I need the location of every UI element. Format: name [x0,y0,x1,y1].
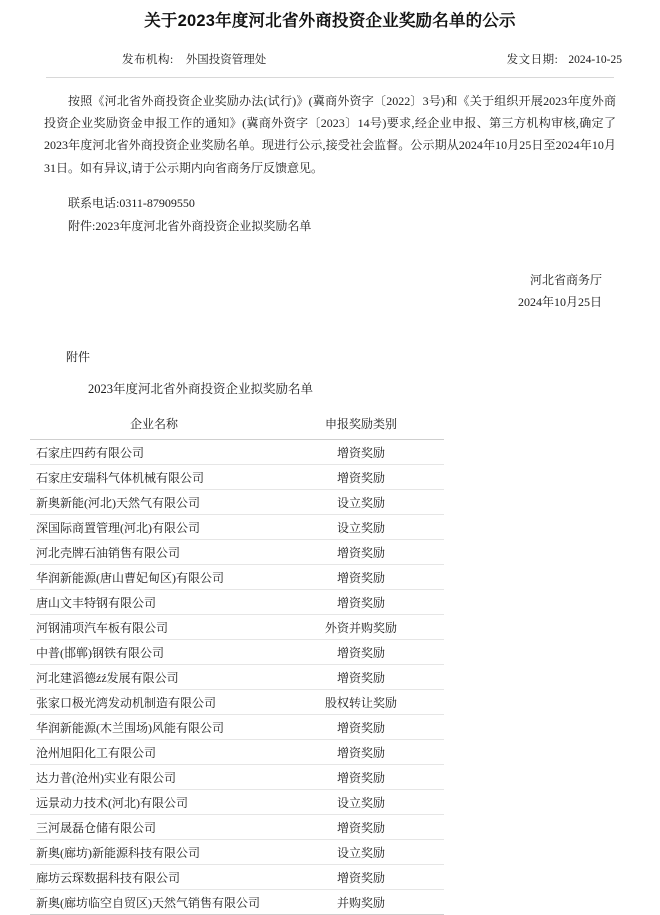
cell-award-category: 增资奖励 [278,565,444,590]
cell-company-name: 张家口极光湾发动机制造有限公司 [30,690,278,715]
table-row [30,540,444,565]
issuer-field [122,51,266,67]
cell-award-category: 设立奖励 [278,490,444,515]
cell-award-category: 增资奖励 [278,665,444,690]
header-divider [46,77,614,78]
table-row [30,790,444,815]
page-title: 关于2023年度河北省外商投资企业奖励名单的公示 [144,12,516,30]
table-row [30,465,444,490]
table-row [30,490,444,515]
signature-department: 河北省商务厅 [529,272,602,287]
table-row [30,665,444,690]
cell-company-name: 石家庄四药有限公司 [30,440,278,465]
signature-date: 2024年10月25日 [517,295,602,310]
table-row [30,440,444,465]
cell-company-name: 三河晟磊仓储有限公司 [30,815,278,840]
cell-award-category: 设立奖励 [278,790,444,815]
cell-company-name: 华润新能源(木兰围场)风能有限公司 [30,715,278,740]
cell-award-category: 增资奖励 [278,590,444,615]
table-row [30,765,444,790]
contact-phone: 联系电话:0311-87909550 [68,195,195,210]
cell-award-category: 并购奖励 [278,890,444,915]
cell-award-category: 增资奖励 [278,465,444,490]
cell-award-category: 增资奖励 [278,715,444,740]
cell-company-name: 深国际商置管理(河北)有限公司 [30,515,278,540]
signature-block [22,269,602,315]
cell-company-name: 新奥新能(河北)天然气有限公司 [30,490,278,515]
cell-company-name: 沧州旭阳化工有限公司 [30,740,278,765]
cell-company-name: 唐山文丰特钢有限公司 [30,590,278,615]
cell-award-category: 设立奖励 [278,515,444,540]
table-header-row [30,409,444,440]
cell-award-category: 股权转让奖励 [278,690,444,715]
table-row [30,840,444,865]
cell-company-name: 新奥(廊坊)新能源科技有限公司 [30,840,278,865]
cell-award-category: 增资奖励 [278,640,444,665]
cell-company-name: 达力普(沧州)实业有限公司 [30,765,278,790]
attachment-subtitle: 2023年度河北省外商投资企业拟奖励名单 [88,382,314,397]
issuer-value: 外国投资管理处 [185,54,267,67]
document-meta [22,51,638,67]
cell-company-name: 新奥(廊坊临空自贸区)天然气销售有限公司 [30,890,278,915]
cell-award-category: 设立奖励 [278,840,444,865]
column-header-company: 企业名称 [30,409,278,440]
cell-company-name: 廊坊云琛数据科技有限公司 [30,865,278,890]
cell-company-name: 中普(邯郸)钢铁有限公司 [30,640,278,665]
table-row [30,590,444,615]
attachment-label: 附件 [66,350,91,365]
cell-award-category: 增资奖励 [278,865,444,890]
issuer-label: 发布机构: [122,54,174,67]
cell-award-category: 外资并购奖励 [278,615,444,640]
table-row [30,715,444,740]
body-paragraph: 按照《河北省外商投资企业奖励办法(试行)》(冀商外资字〔2022〕3号)和《关于组织开展2023年度外商投资企业奖励资金申报工作的通知》(冀商外资字〔2023〕14号)要求,经企业申报、第三方机构审核,确定了2023年度河北省外商投资企业奖励名单。现进行公示,接受社会监督。公示期从2024年10月25日至2024年10月31日。如有异议,请于公示期内向省商务厅反馈意见。 [44,94,616,175]
table-row [30,690,444,715]
table-row [30,865,444,890]
table-body [30,440,444,915]
attachment-note: 附件:2023年度河北省外商投资企业拟奖励名单 [68,219,312,234]
cell-company-name: 河钢浦项汽车板有限公司 [30,615,278,640]
cell-company-name: 远景动力技术(河北)有限公司 [30,790,278,815]
cell-award-category: 增资奖励 [278,815,444,840]
table-row [30,565,444,590]
cell-award-category: 增资奖励 [278,740,444,765]
table-row [30,615,444,640]
table-row [30,890,444,915]
date-value: 2024-10-25 [568,54,622,67]
table-row [30,815,444,840]
document-body [44,90,616,179]
cell-company-name: 河北壳牌石油销售有限公司 [30,540,278,565]
date-label: 发文日期: [506,54,559,67]
cell-award-category: 增资奖励 [278,440,444,465]
award-list-table [30,409,444,915]
column-header-category: 申报奖励类别 [278,409,444,440]
table-row [30,515,444,540]
date-field [507,51,622,67]
cell-company-name: 石家庄安瑞科气体机械有限公司 [30,465,278,490]
table-row [30,740,444,765]
cell-award-category: 增资奖励 [278,540,444,565]
cell-company-name: 华润新能源(唐山曹妃甸区)有限公司 [30,565,278,590]
contact-block [44,192,616,239]
cell-award-category: 增资奖励 [278,765,444,790]
table-row [30,640,444,665]
cell-company-name: 河北建滔德źź发展有限公司 [30,665,278,690]
